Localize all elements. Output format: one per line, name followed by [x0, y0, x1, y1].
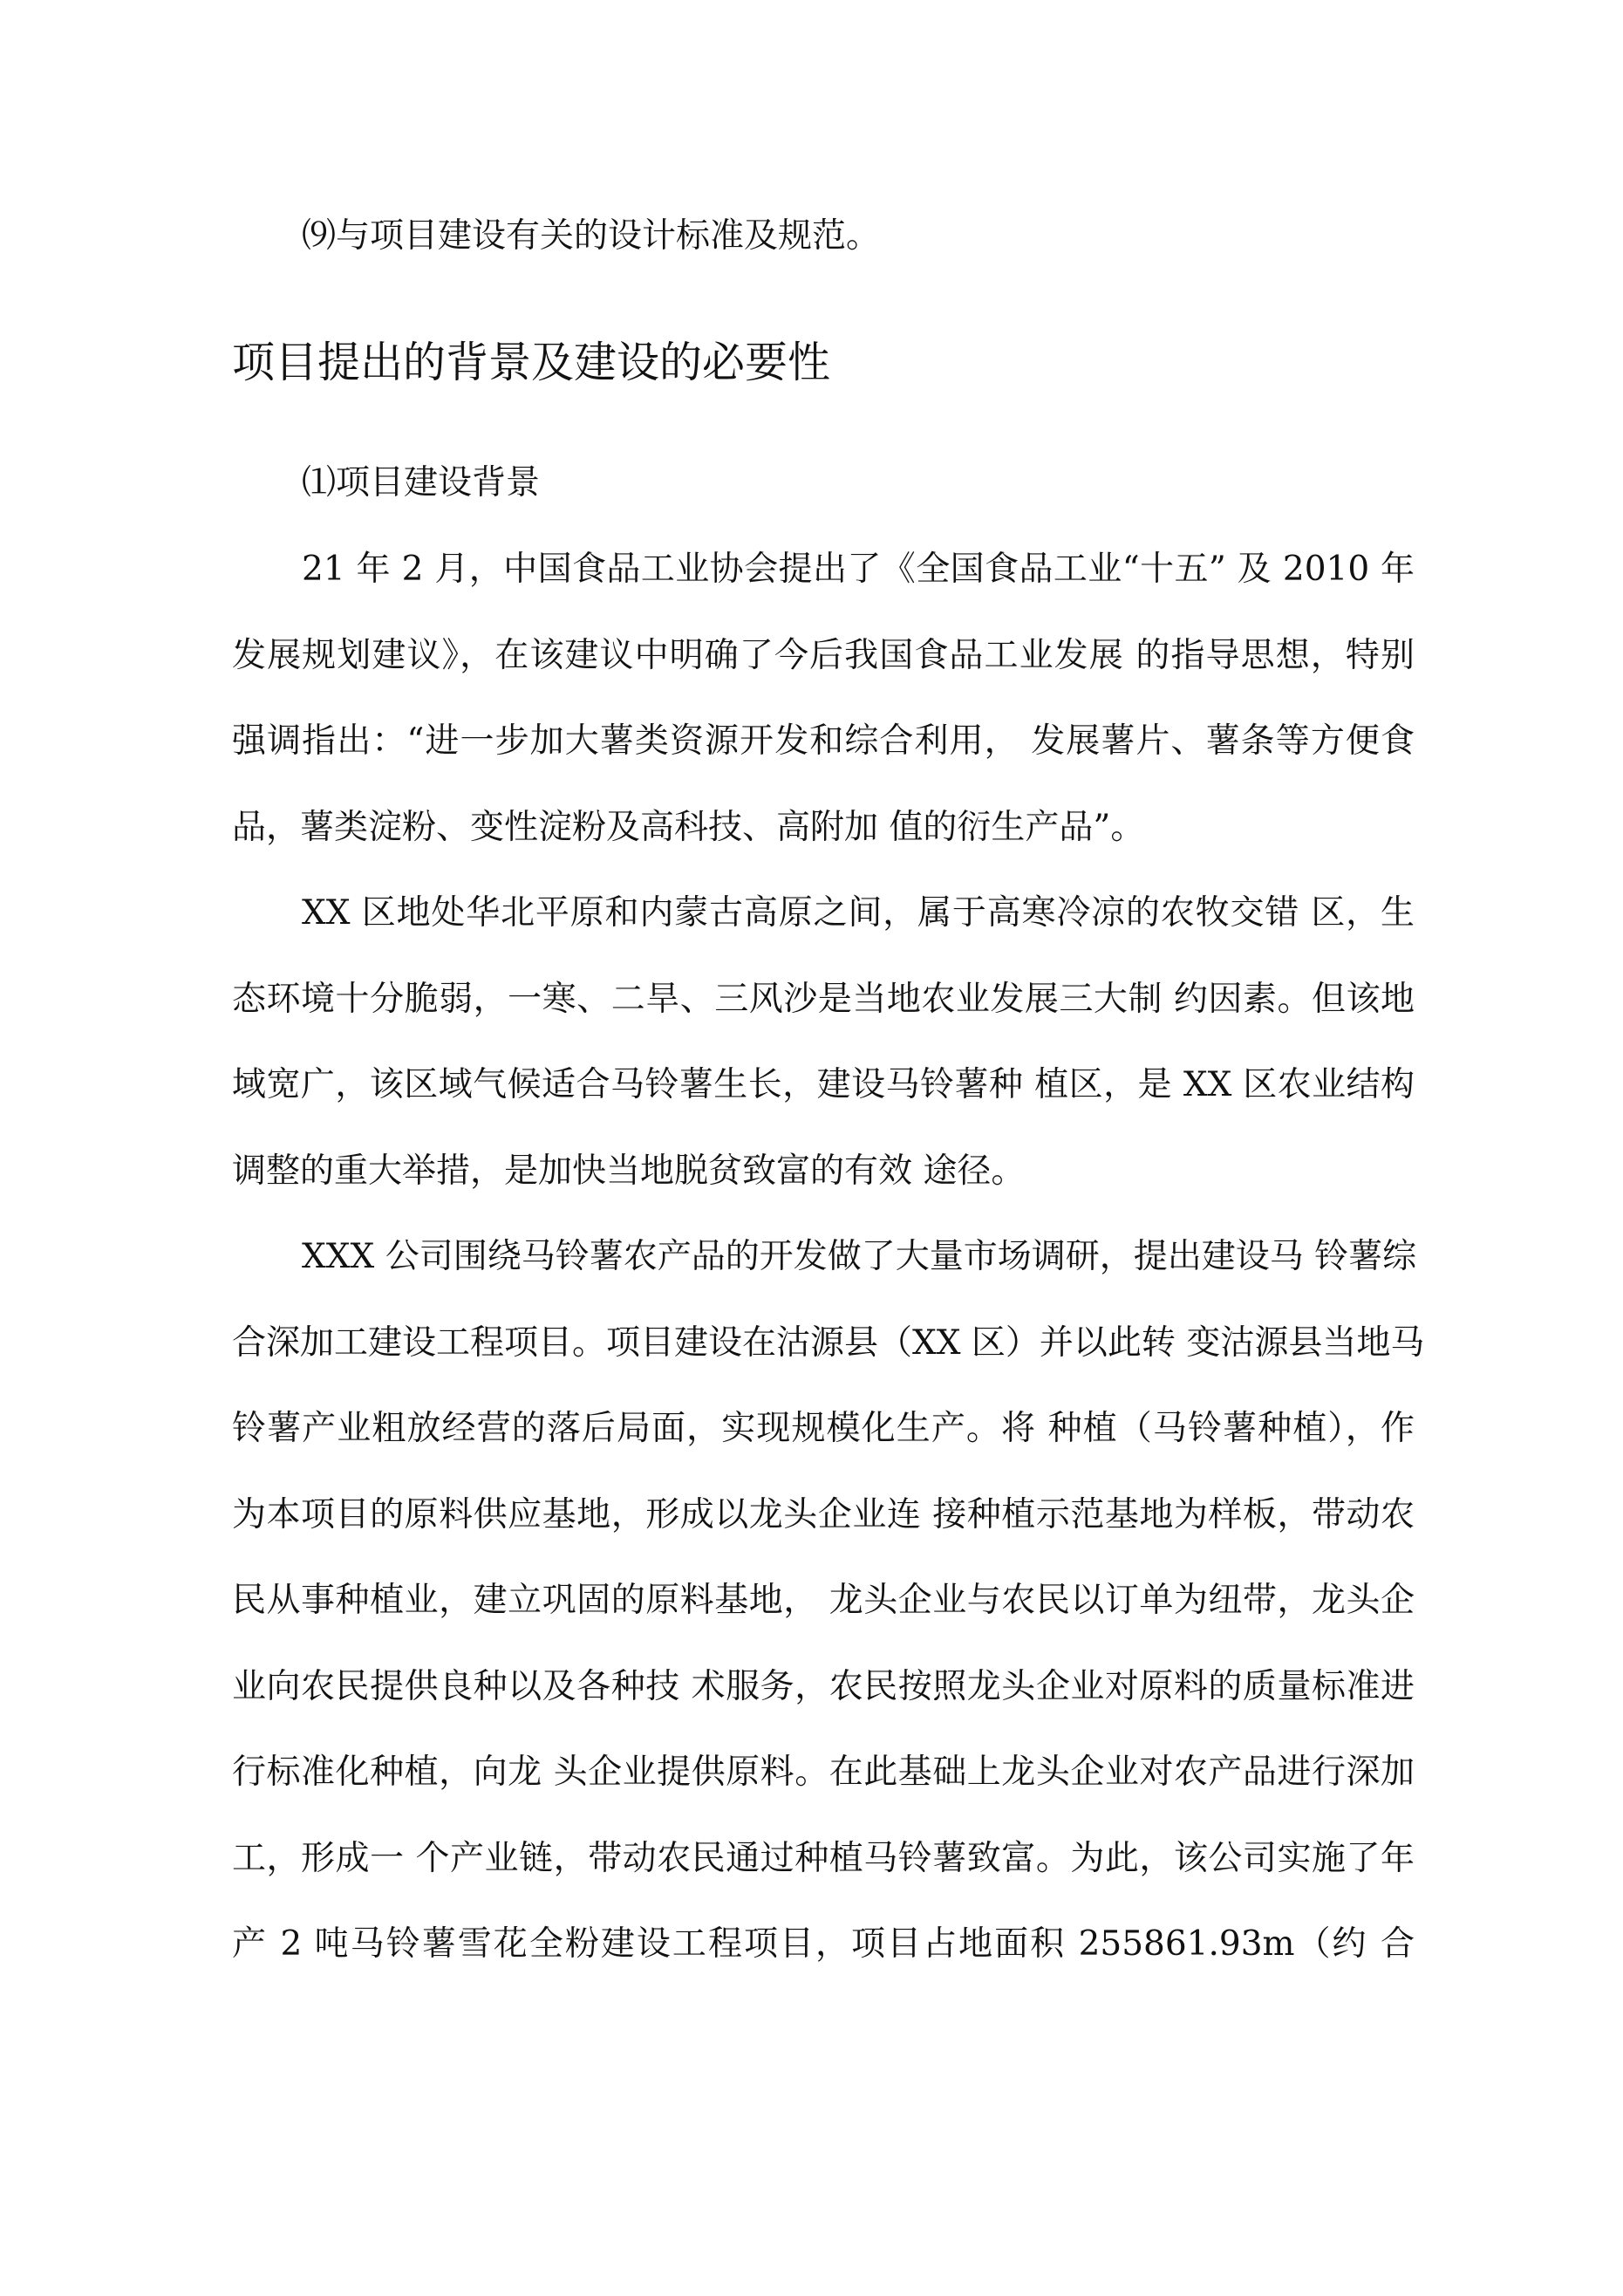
paragraph-3-line-9: 产 2 吨马铃薯雪花全粉建设工程项目，项目占地面积 255861.93m（约 合: [232, 1924, 1415, 1964]
paragraph-1-line-3: 强调指出：“进一步加大薯类资源开发和综合利用， 发展薯片、薯条等方便食: [232, 721, 1415, 761]
list-item-9: ⑼与项目建设有关的设计标准及规范。: [302, 216, 881, 256]
paragraph-2-line-3: 域宽广，该区域气候适合马铃薯生长，建设马铃薯种 植区，是 XX 区农业结构: [232, 1065, 1415, 1104]
paragraph-3-line-3: 铃薯产业粗放经营的落后局面，实现规模化生产。将 种植（马铃薯种植），作: [232, 1409, 1415, 1448]
paragraph-3-line-1: XXX 公司围绕马铃薯农产品的开发做了大量市场调研，提出建设马 铃薯综: [302, 1237, 1417, 1276]
paragraph-1-line-1: 21 年 2 月，中国食品工业协会提出了《全国食品工业“十五” 及 2010 年: [302, 550, 1415, 589]
paragraph-3-line-4: 为本项目的原料供应基地，形成以龙头企业连 接种植示范基地为样板，带动农: [232, 1495, 1415, 1534]
paragraph-1-line-2: 发展规划建议》，在该建议中明确了今后我国食品工业发展 的指导思想，特别: [232, 636, 1415, 675]
paragraph-2-line-1: XX 区地处华北平原和内蒙古高原之间，属于高寒冷凉的农牧交错 区，生: [302, 893, 1415, 933]
paragraph-3-line-6: 业向农民提供良种以及各种技 术服务，农民按照龙头企业对原料的质量标准进: [232, 1667, 1415, 1706]
paragraph-3-line-7: 行标准化种植，向龙 头企业提供原料。在此基础上龙头企业对农产品进行深加: [232, 1753, 1415, 1792]
paragraph-3-line-2: 合深加工建设工程项目。项目建设在沽源县（XX 区）并以此转 变沽源县当地马: [232, 1323, 1425, 1363]
paragraph-3-line-8: 工，形成一 个产业链，带动农民通过种植马铃薯致富。为此，该公司实施了年: [232, 1839, 1415, 1878]
section-heading: 项目提出的背景及建设的必要性: [232, 338, 831, 387]
subsection-title: ⑴项目建设背景: [302, 463, 541, 502]
paragraph-3-line-5: 民从事种植业，建立巩固的原料基地， 龙头企业与农民以订单为纽带，龙头企: [232, 1581, 1415, 1620]
paragraph-2-line-4: 调整的重大举措，是加快当地脱贫致富的有效 途径。: [232, 1151, 1026, 1191]
paragraph-2-line-2: 态环境十分脆弱，一寒、二旱、三风沙是当地农业发展三大制 约因素。但该地: [232, 980, 1415, 1019]
paragraph-1-line-4: 品，薯类淀粉、变性淀粉及高科技、高附加 值的衍生产品”。: [232, 808, 1145, 847]
